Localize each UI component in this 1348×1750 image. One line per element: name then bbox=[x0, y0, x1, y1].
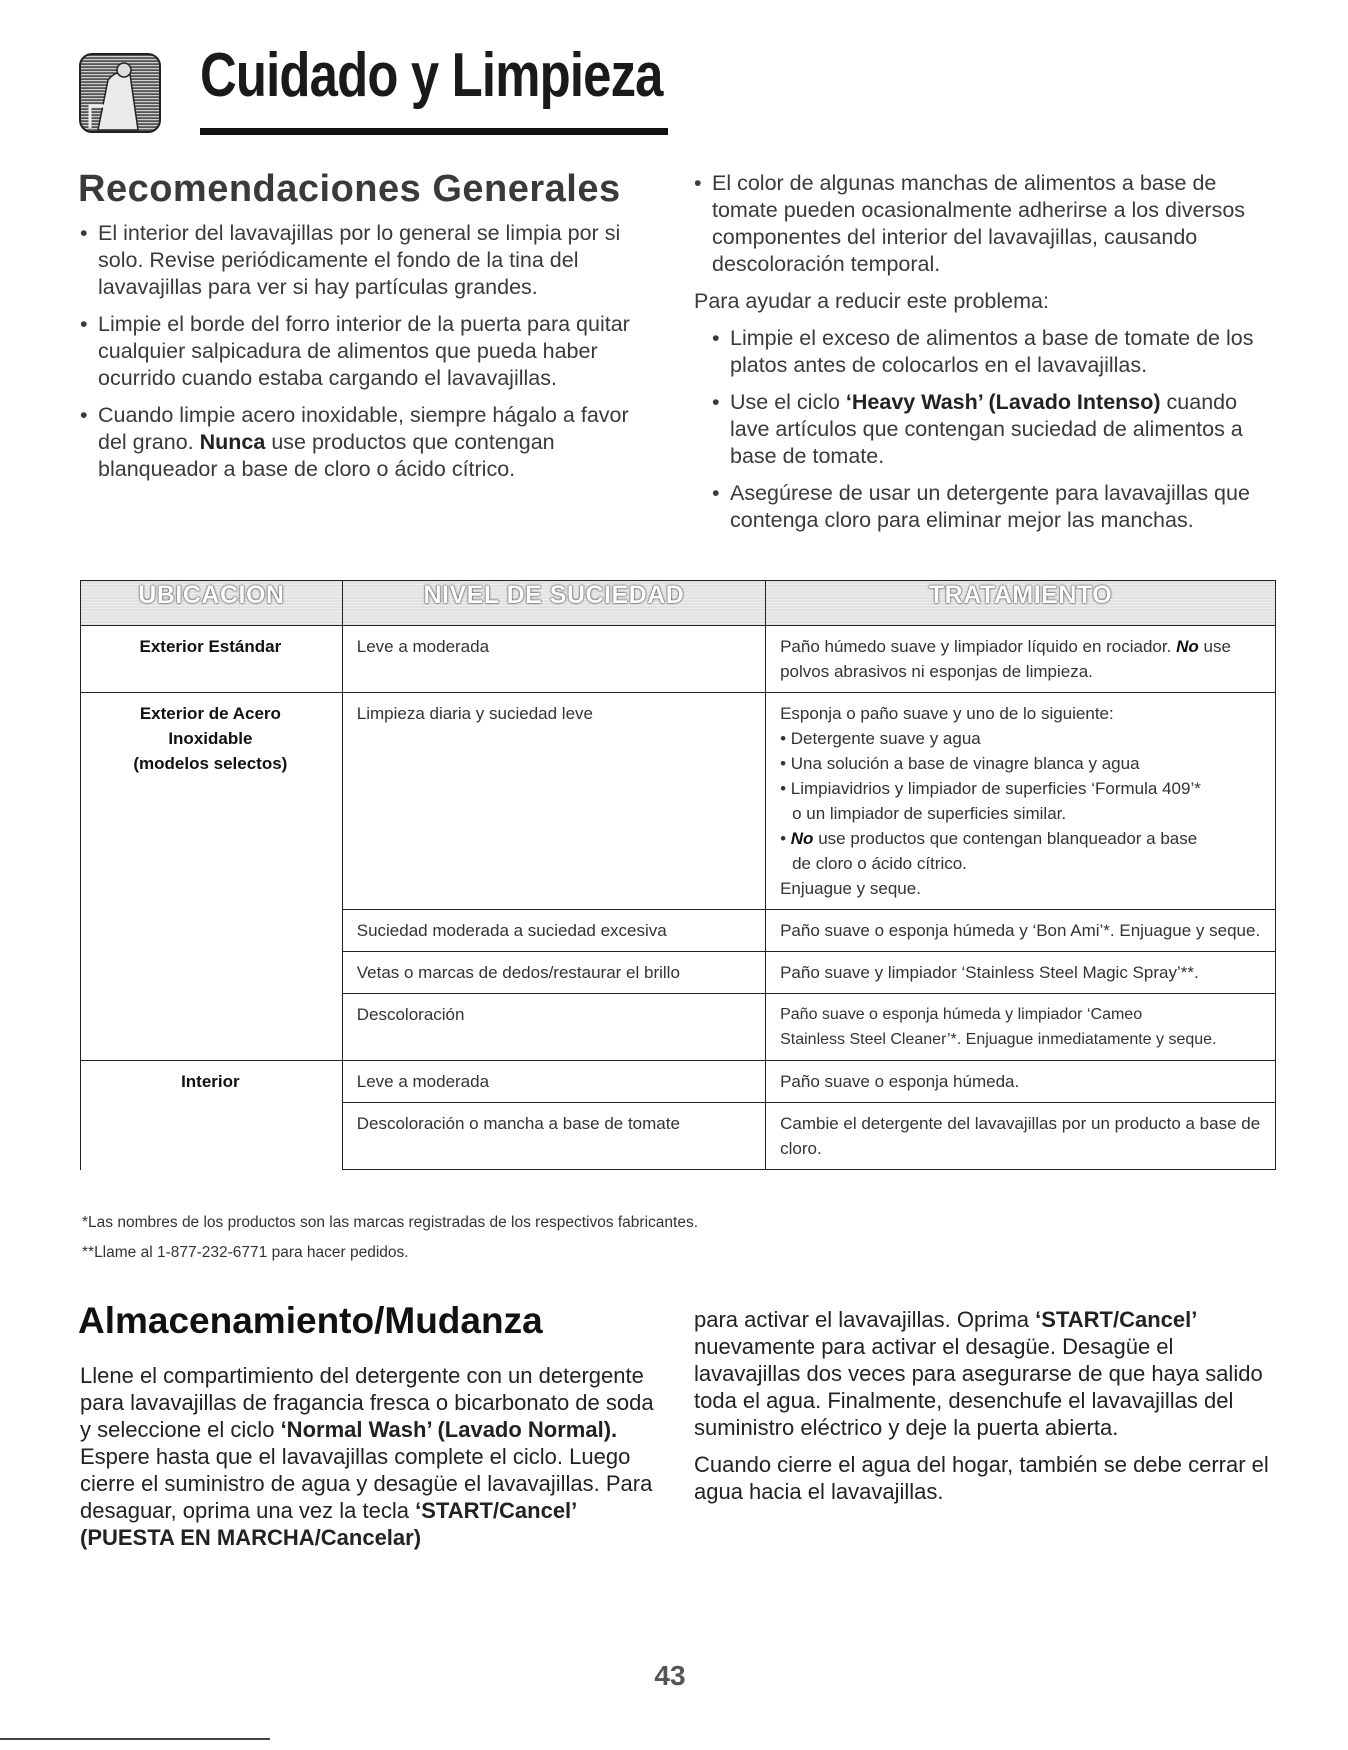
bold-start-cancel: ‘START/Cancel’ (PUESTA EN MARCHA/Cancelar) bbox=[80, 1498, 577, 1550]
general-right-column bbox=[694, 170, 1274, 544]
treatment-bullet: • Limpiavidrios y limpiador de superficies ‘Formula 409’* bbox=[780, 779, 1201, 798]
treatment-cell: Paño suave o esponja húmeda. bbox=[766, 1061, 1276, 1103]
bold-heavy-wash: ‘Heavy Wash’ (Lavado Intenso) bbox=[845, 390, 1161, 414]
header-tratamiento: TRATAMIENTO bbox=[766, 581, 1276, 626]
bullet-item: • El interior del lavavajillas por lo general se limpia por si solo. Revise periódicamente el fondo de la tina del lavavajillas para ver si hay partículas grandes. bbox=[80, 220, 660, 301]
help-intro: Para ayudar a reducir este problema: bbox=[694, 289, 1049, 313]
treatment-text: use polvos abrasivos ni esponjas de limpieza. bbox=[780, 637, 1231, 681]
location-cell bbox=[81, 693, 343, 1061]
section-heading-general: Recomendaciones Generales bbox=[78, 168, 621, 210]
treatment-cell bbox=[766, 693, 1276, 910]
level-cell: Vetas o marcas de dedos/restaurar el brillo bbox=[342, 952, 765, 994]
bullet-text: Use el ciclo bbox=[730, 390, 840, 414]
treatment-cell: Paño suave o esponja húmeda y ‘Bon Ami’*. Enjuague y seque. bbox=[766, 910, 1276, 952]
sub-bullet-item: • Limpie el exceso de alimentos a base de tomate de los platos antes de colocarlos en el lavavajillas. bbox=[712, 325, 1274, 379]
storage-text: para activar el lavavajillas. Oprima bbox=[694, 1307, 1030, 1332]
treatment-cell bbox=[766, 994, 1276, 1061]
treatment-bullet: • Detergente suave y agua bbox=[780, 729, 981, 748]
treatment-emphasis: No bbox=[790, 829, 814, 848]
treatment-bullet-cont: de cloro o ácido cítrico. bbox=[792, 854, 967, 873]
treatment-bullet: • Una solución a base de vinagre blanca y agua bbox=[780, 754, 1140, 773]
header-ubicacion: UBICACION bbox=[81, 581, 343, 626]
level-cell: Descoloración o mancha a base de tomate bbox=[342, 1103, 765, 1170]
bullet-item: • Limpie el borde del forro interior de la puerta para quitar cualquier salpicadura de alimentos que pueda haber ocurrido cuando estaba cargando el lavavajillas. bbox=[80, 311, 660, 392]
treatment-text: Enjuague y seque. bbox=[780, 879, 921, 898]
level-cell: Descoloración bbox=[342, 994, 765, 1061]
treatment-bullet: • No use productos que contengan blanqueador a base bbox=[780, 829, 1198, 848]
table-header-row bbox=[81, 581, 1276, 626]
treatment-cell bbox=[766, 626, 1276, 693]
page-number: 43 bbox=[654, 1660, 686, 1691]
storage-text: nuevamente para activar el desagüe. Desagüe el lavavajillas dos veces para asegurarse de que haya salido toda el agua. Finalmente, desenchufe el lavavajillas del suministro eléctrico y deje la puerta abierta. bbox=[694, 1334, 1263, 1440]
bullet-text: Cuando limpie acero inoxidable, siempre hágalo a favor del grano. bbox=[98, 403, 629, 454]
section-heading-storage: Almacenamiento/Mudanza bbox=[78, 1300, 543, 1341]
bullet-text: cuando lave artículos que contengan suciedad de alimentos a base de tomate. bbox=[730, 390, 1243, 468]
storage-paragraph bbox=[80, 1362, 660, 1551]
footnote: **Llame al 1-877-232-6771 para hacer pedidos. bbox=[82, 1244, 409, 1261]
storage-right-column bbox=[694, 1306, 1274, 1515]
bold-normal-wash: ‘Normal Wash’ (Lavado Normal). bbox=[280, 1417, 618, 1442]
level-cell: Leve a moderada bbox=[342, 626, 765, 693]
bold-nunca: Nunca bbox=[199, 430, 266, 454]
treatment-cell: Cambie el detergente del lavavajillas por un producto a base de cloro. bbox=[766, 1103, 1276, 1170]
level-cell: Limpieza diaria y suciedad leve bbox=[342, 693, 765, 910]
treatment-text: Paño húmedo suave y limpiador líquido en rociador. bbox=[780, 637, 1172, 656]
location-cell: Interior bbox=[81, 1061, 343, 1170]
dishwasher-person-icon bbox=[78, 50, 164, 136]
treatment-text: Detergente suave y agua bbox=[790, 729, 981, 748]
bullet-text: use productos que contengan blanqueador a base de cloro o ácido cítrico. bbox=[98, 430, 555, 481]
footnote: *Las nombres de los productos son las marcas registradas de los respectivos fabricantes. bbox=[82, 1214, 698, 1231]
page-title: Cuidado y Limpieza bbox=[200, 41, 663, 110]
storage-paragraph bbox=[694, 1306, 1274, 1441]
bullet-item bbox=[80, 402, 660, 483]
table-row bbox=[81, 693, 1276, 910]
location-line: (modelos selectos) bbox=[133, 754, 288, 773]
storage-left-column bbox=[80, 1362, 660, 1561]
treatment-text: Stainless Steel Cleaner’*. Enjuague inmediatamente y seque. bbox=[780, 1031, 1217, 1048]
treatment-text: Una solución a base de vinagre blanca y agua bbox=[790, 754, 1140, 773]
storage-text: Espere hasta que el lavavajillas complete el ciclo. Luego cierre el suministro de agua y desagüe el lavavajillas. Para desaguar, oprima una vez la tecla bbox=[80, 1444, 653, 1523]
bottom-rule bbox=[0, 1738, 270, 1740]
level-cell: Leve a moderada bbox=[342, 1061, 765, 1103]
title-underline bbox=[200, 128, 668, 135]
treatment-text: Paño suave o esponja húmeda y limpiador ‘Cameo bbox=[780, 1006, 1143, 1023]
location-cell: Exterior Estándar bbox=[81, 626, 343, 693]
bold-start-cancel: ‘START/Cancel’ bbox=[1035, 1307, 1198, 1332]
storage-text: Llene el compartimiento del detergente con un detergente para lavavajillas de fragancia fresca o bicarbonato de soda y seleccione el ciclo bbox=[80, 1363, 654, 1442]
location-line: Exterior de Acero bbox=[139, 704, 281, 723]
table-row bbox=[81, 626, 1276, 693]
treatment-cell: Paño suave y limpiador ‘Stainless Steel Magic Spray’**. bbox=[766, 952, 1276, 994]
location-line: Inoxidable bbox=[168, 729, 253, 748]
level-cell: Suciedad moderada a suciedad excesiva bbox=[342, 910, 765, 952]
treatment-emphasis: No bbox=[1176, 637, 1199, 656]
table-row bbox=[81, 1061, 1276, 1103]
treatment-text: use productos que contengan blanqueador a base bbox=[818, 829, 1198, 848]
sub-bullet-item: • Asegúrese de usar un detergente para lavavajillas que contenga cloro para eliminar mejor las manchas. bbox=[712, 480, 1274, 534]
bullet-item: • El color de algunas manchas de alimentos a base de tomate pueden ocasionalmente adherirse a los diversos componentes del interior del lavavajillas, causando descoloración temporal. bbox=[694, 170, 1274, 278]
care-table bbox=[80, 580, 1276, 1170]
sub-bullet-item bbox=[712, 389, 1274, 470]
treatment-bullet-cont: o un limpiador de superficies similar. bbox=[792, 804, 1067, 823]
header-nivel: NIVEL DE SUCIEDAD bbox=[342, 581, 765, 626]
storage-paragraph: Cuando cierre el agua del hogar, también se debe cerrar el agua hacia el lavavajillas. bbox=[694, 1452, 1269, 1504]
treatment-text: Esponja o paño suave y uno de lo siguiente: bbox=[780, 704, 1114, 723]
general-left-column bbox=[80, 220, 660, 493]
treatment-text: Limpiavidrios y limpiador de superficies ‘Formula 409’* bbox=[790, 779, 1201, 798]
